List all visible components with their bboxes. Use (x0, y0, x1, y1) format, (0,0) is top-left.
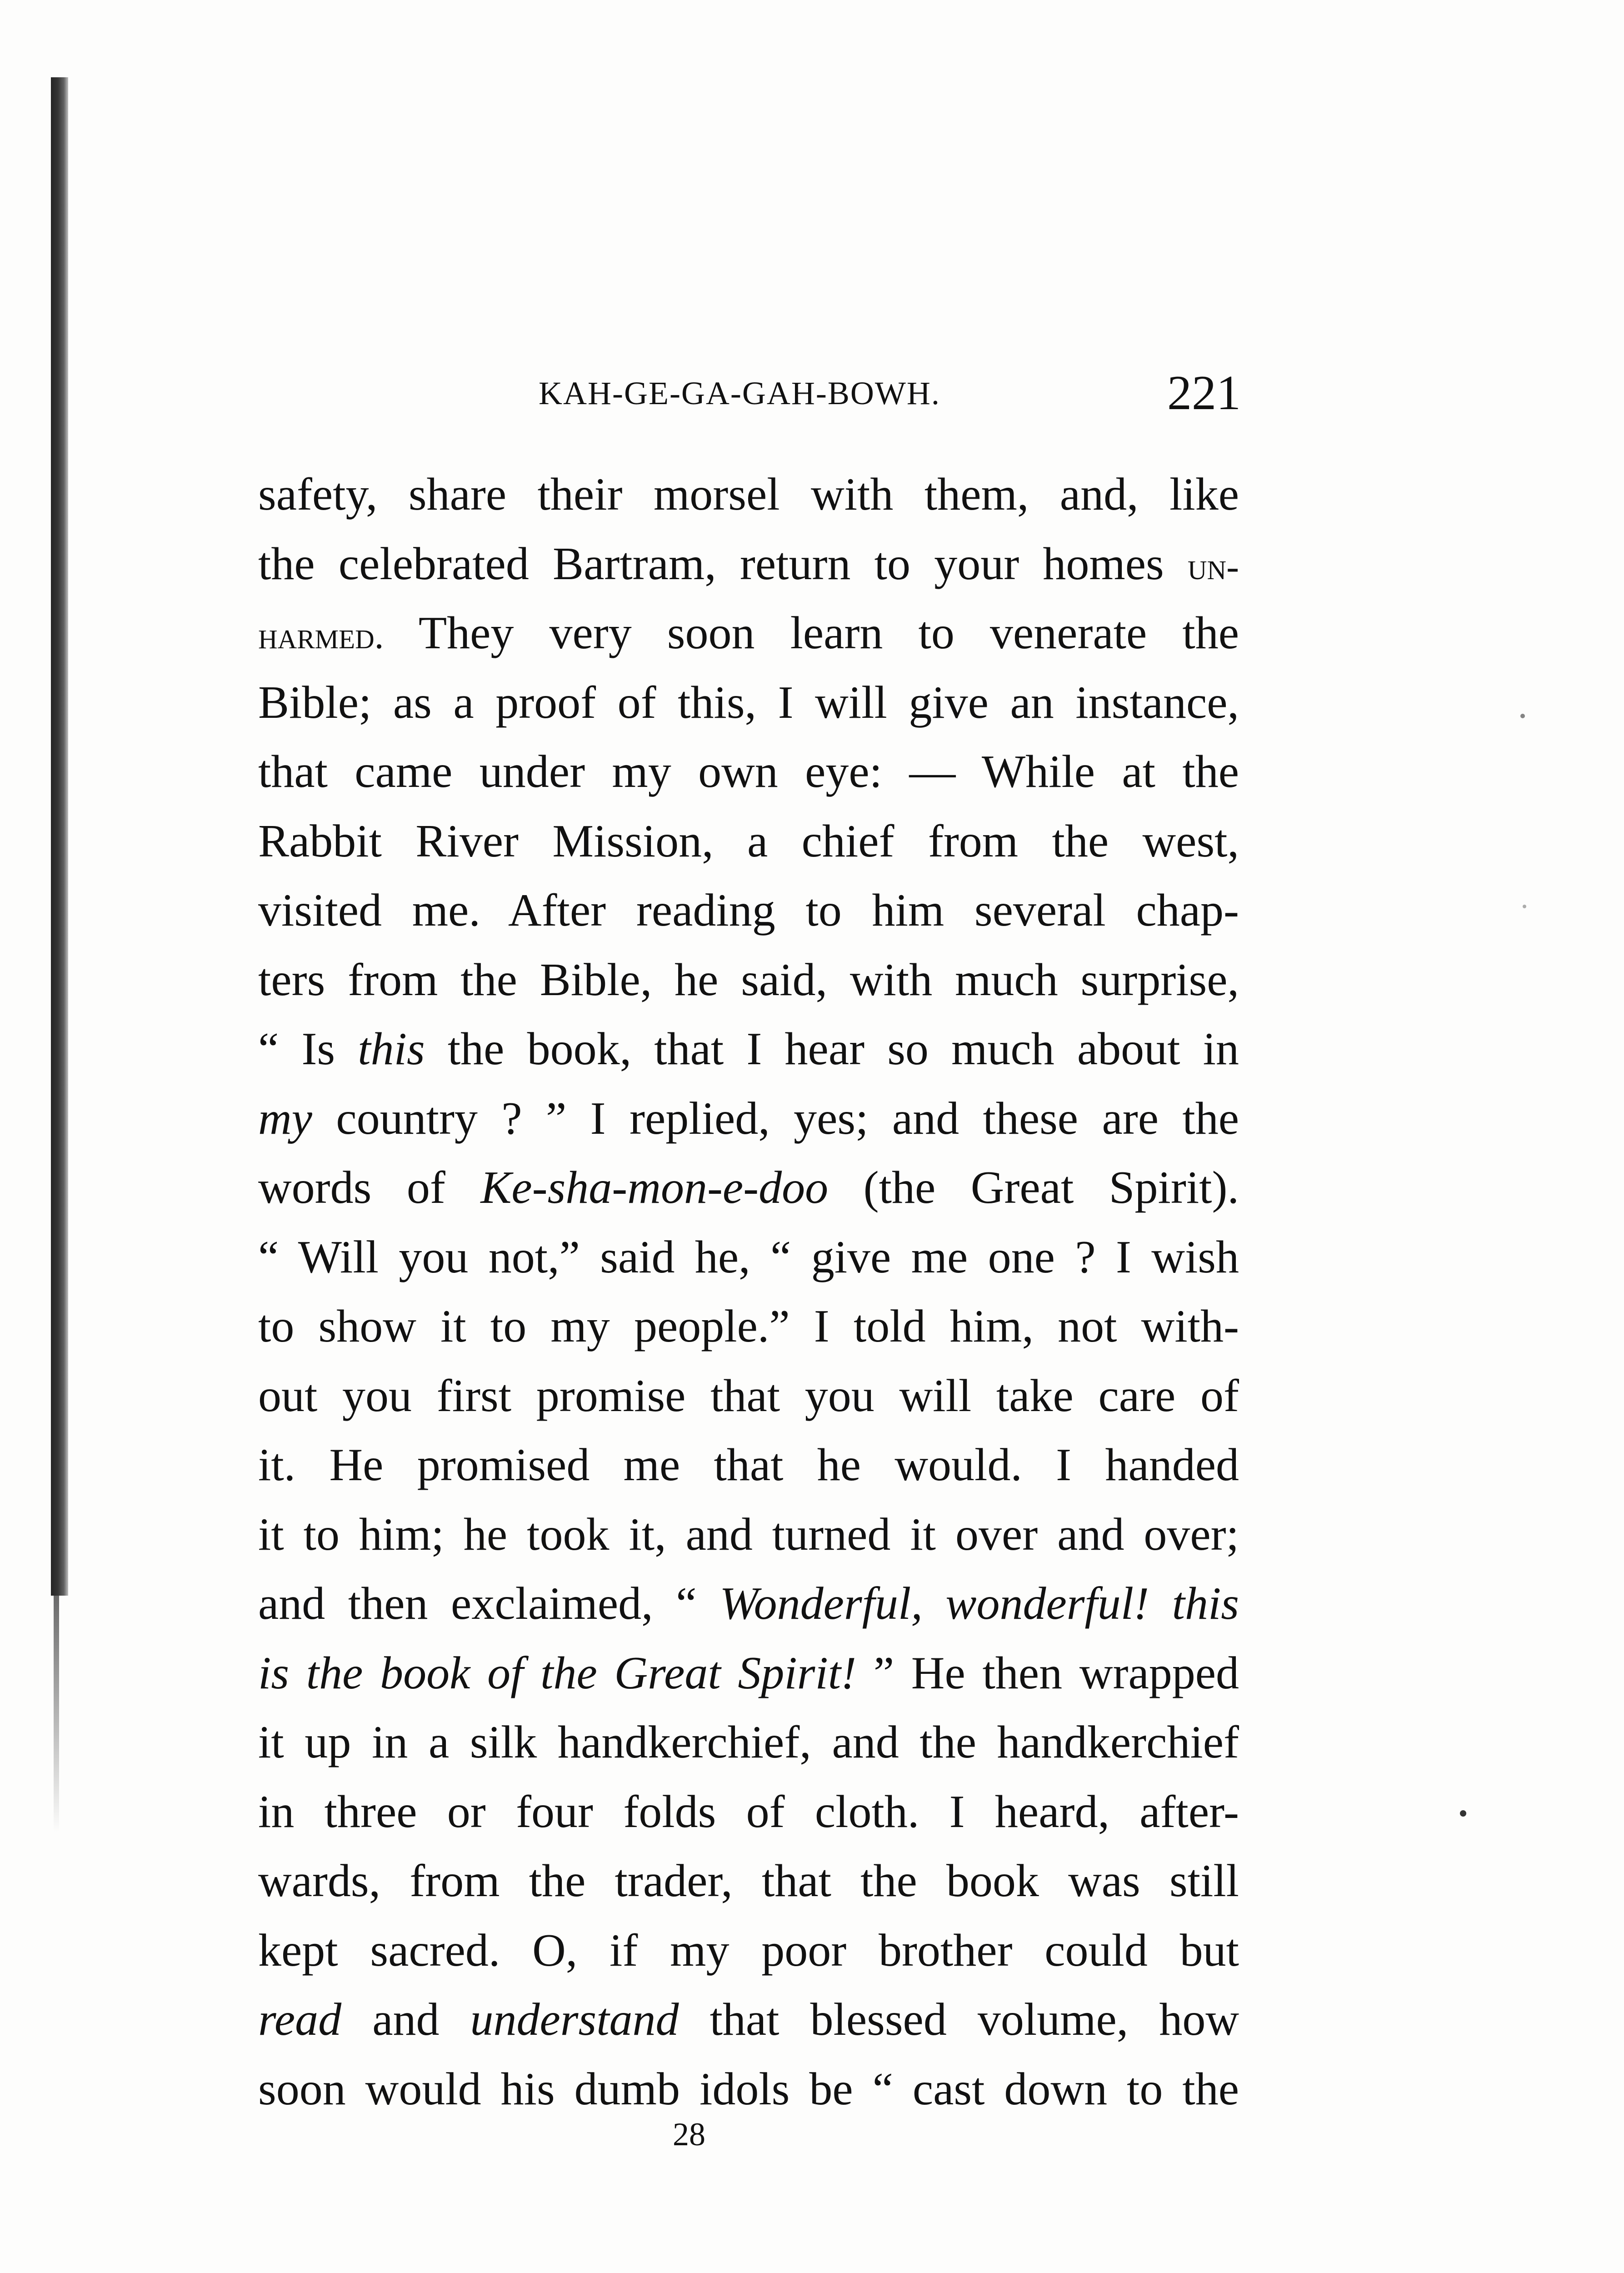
text-line (258, 460, 1239, 530)
text-line (258, 1015, 1239, 1084)
text-run: un- (1187, 545, 1239, 588)
text-run: that came under my own eye: — While at the (258, 746, 1239, 797)
text-run: words of (258, 1162, 481, 1213)
text-run: understand (470, 1994, 679, 2045)
text-line (258, 1847, 1239, 1916)
scan-speck (1460, 1810, 1466, 1817)
binding-edge (51, 77, 68, 1596)
text-line (258, 1777, 1239, 1847)
text-line (258, 1500, 1239, 1570)
running-head: KAH-GE-GA-GAH-BOWH. (539, 375, 940, 411)
text-line (258, 946, 1239, 1015)
text-run: is the book of the Great Spirit! (258, 1647, 874, 1699)
text-run: country ? ” I replied, yes; and these are the (312, 1092, 1239, 1144)
page-number: 221 (1167, 366, 1241, 420)
text-line (258, 737, 1239, 807)
text-run: it. He promised me that he would. I handed (258, 1439, 1239, 1491)
text-run: and then exclaimed, “ (258, 1578, 720, 1629)
text-line (258, 599, 1239, 668)
body-text (258, 460, 1239, 2124)
text-run: ” He then wrapped (873, 1647, 1239, 1699)
text-run: it up in a silk handkerchief, and the handkerchief (258, 1717, 1239, 1768)
text-line (258, 1362, 1239, 1431)
text-run: Bible; as a proof of this, I will give an instance, (258, 676, 1239, 728)
text-line (258, 1223, 1239, 1292)
text-run: “ Is (258, 1023, 358, 1075)
text-run: wards, from the trader, that the book was still (258, 1855, 1239, 1907)
text-line (258, 1916, 1239, 1986)
text-line (258, 668, 1239, 738)
text-run: Rabbit River Mission, a chief from the west, (258, 815, 1239, 867)
text-run: soon would his dumb idols be “ cast down to the (258, 2063, 1239, 2115)
text-run: in three or four folds of cloth. I heard, after- (258, 1786, 1239, 1837)
text-line (258, 876, 1239, 946)
text-run: “ Will you not,” said he, “ give me one ? I wish (258, 1231, 1239, 1283)
text-run: ters from the Bible, he said, with much surprise, (258, 954, 1239, 1006)
text-run: to show it to my people.” I told him, not with- (258, 1301, 1239, 1352)
page-header (259, 364, 1241, 423)
text-line (258, 530, 1239, 599)
text-line (258, 1708, 1239, 1777)
text-run: They very soon learn to venerate the (384, 607, 1239, 659)
signature-mark: 28 (673, 2116, 705, 2153)
text-line (258, 807, 1239, 876)
text-line (258, 1431, 1239, 1500)
text-run: Ke-sha-mon-e-doo (480, 1162, 829, 1213)
text-run: Wonderful, wonderful! this (720, 1578, 1239, 1629)
text-line (258, 1639, 1239, 1708)
text-run: that blessed volume, how (679, 1994, 1239, 2045)
text-line (258, 1084, 1239, 1154)
binding-shadow (54, 1596, 59, 1832)
text-run: out you first promise that you will take care of (258, 1370, 1239, 1422)
text-line (258, 1985, 1239, 2055)
text-run: this (358, 1023, 425, 1075)
text-line (258, 1292, 1239, 1362)
text-run: and (341, 1994, 470, 2045)
text-run: it to him; he took it, and turned it over and over; (258, 1508, 1239, 1560)
text-run: harmed. (258, 615, 384, 657)
scan-speck (1523, 905, 1526, 908)
text-run: (the Great Spirit). (828, 1162, 1239, 1213)
text-line (258, 1153, 1239, 1223)
text-run: safety, share their morsel with them, and, like (258, 469, 1239, 520)
scan-speck (1520, 714, 1525, 718)
text-line (258, 2055, 1239, 2124)
text-run: the book, that I hear so much about in (425, 1023, 1239, 1075)
text-run: visited me. After reading to him several chap- (258, 885, 1239, 936)
text-run: read (258, 1994, 342, 2045)
text-run: the celebrated Bartram, return to your homes (258, 538, 1188, 590)
text-run: my (258, 1092, 312, 1144)
text-run: kept sacred. O, if my poor brother could but (258, 1924, 1239, 1976)
text-line (258, 1569, 1239, 1639)
